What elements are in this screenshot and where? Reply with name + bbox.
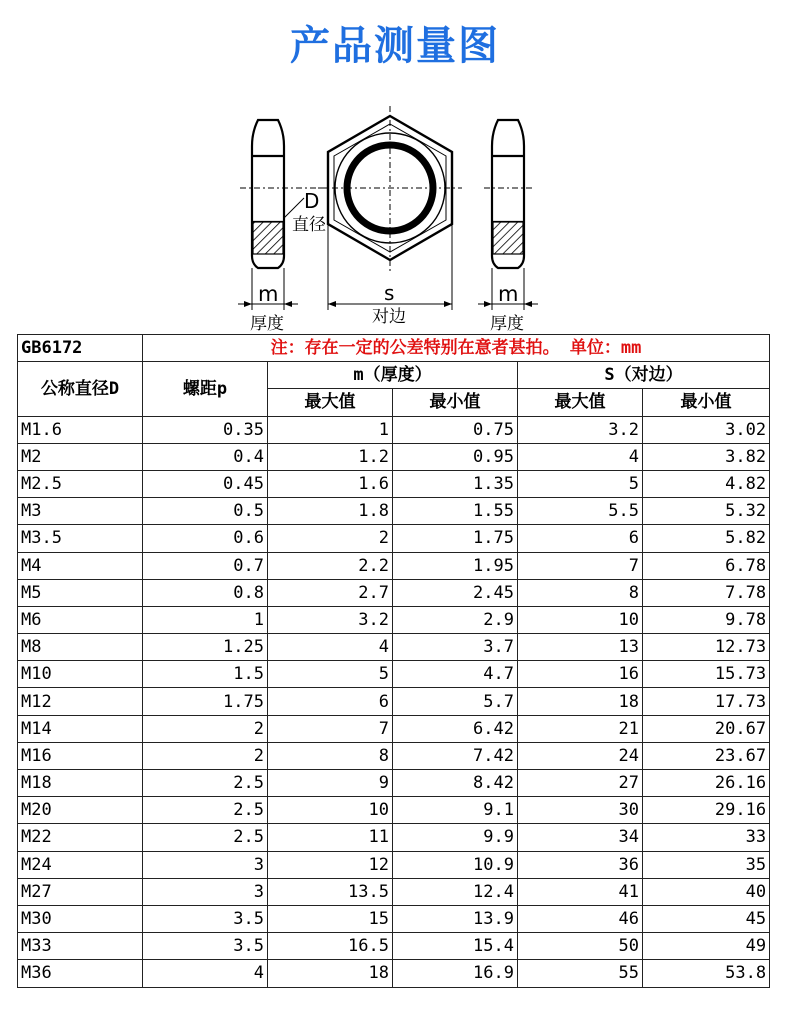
table-row — [18, 552, 770, 579]
cell-across-flats-max: 34 — [518, 824, 643, 851]
table-row — [18, 661, 770, 688]
cell-across-flats-max: 27 — [518, 770, 643, 797]
header-pitch: 螺距p — [143, 362, 268, 416]
cell-thickness-min: 16.9 — [393, 960, 518, 987]
cell-pitch: 2.5 — [143, 824, 268, 851]
cell-thickness-min: 8.42 — [393, 770, 518, 797]
table-row — [18, 498, 770, 525]
table-row — [18, 416, 770, 443]
tolerance-note: 注：存在一定的公差特别在意者甚拍。 单位：mm — [143, 335, 770, 362]
cell-pitch: 3.5 — [143, 933, 268, 960]
cell-thickness-min: 9.9 — [393, 824, 518, 851]
cell-thickness-max: 10 — [268, 797, 393, 824]
cell-thickness-min: 4.7 — [393, 661, 518, 688]
cell-across-flats-min: 33 — [643, 824, 770, 851]
cell-across-flats-max: 21 — [518, 715, 643, 742]
table-row — [18, 470, 770, 497]
cell-thickness-max: 16.5 — [268, 933, 393, 960]
header-nominal-diameter: 公称直径D — [18, 362, 143, 416]
cell-pitch: 0.6 — [143, 525, 268, 552]
cell-pitch: 0.7 — [143, 552, 268, 579]
table-row — [18, 525, 770, 552]
cell-thickness-max: 5 — [268, 661, 393, 688]
table-row — [18, 742, 770, 769]
cell-across-flats-max: 5 — [518, 470, 643, 497]
cell-nominal-diameter: M14 — [18, 715, 143, 742]
cell-thickness-min: 1.75 — [393, 525, 518, 552]
dimension-table — [17, 334, 770, 988]
cell-nominal-diameter: M18 — [18, 770, 143, 797]
table-row — [18, 715, 770, 742]
cell-nominal-diameter: M2 — [18, 443, 143, 470]
cell-pitch: 2.5 — [143, 797, 268, 824]
cell-thickness-max: 1.6 — [268, 470, 393, 497]
cell-thickness-max: 8 — [268, 742, 393, 769]
cell-across-flats-min: 3.02 — [643, 416, 770, 443]
table-row — [18, 905, 770, 932]
cell-across-flats-min: 45 — [643, 905, 770, 932]
cell-thickness-min: 5.7 — [393, 688, 518, 715]
cell-thickness-max: 13.5 — [268, 878, 393, 905]
header-m-min: 最小值 — [393, 389, 518, 416]
cell-thickness-max: 1 — [268, 416, 393, 443]
table-note-row — [18, 335, 770, 362]
thickness-label-left: m — [258, 282, 279, 306]
across-flats-caption: 对边 — [372, 307, 406, 327]
cell-across-flats-max: 7 — [518, 552, 643, 579]
thickness-caption-right: 厚度 — [490, 314, 524, 334]
cell-nominal-diameter: M8 — [18, 634, 143, 661]
cell-thickness-max: 2.2 — [268, 552, 393, 579]
cell-thickness-min: 1.95 — [393, 552, 518, 579]
cell-across-flats-max: 55 — [518, 960, 643, 987]
table-row — [18, 960, 770, 987]
cell-across-flats-max: 4 — [518, 443, 643, 470]
cell-nominal-diameter: M24 — [18, 851, 143, 878]
left-side-profile — [252, 120, 284, 268]
header-m-max: 最大值 — [268, 389, 393, 416]
cell-thickness-max: 2 — [268, 525, 393, 552]
cell-nominal-diameter: M12 — [18, 688, 143, 715]
cell-thickness-min: 1.55 — [393, 498, 518, 525]
cell-pitch: 2 — [143, 715, 268, 742]
cell-across-flats-max: 30 — [518, 797, 643, 824]
thickness-label-right: m — [498, 282, 519, 306]
table-row — [18, 797, 770, 824]
cell-thickness-min: 0.75 — [393, 416, 518, 443]
cell-nominal-diameter: M33 — [18, 933, 143, 960]
cell-across-flats-min: 12.73 — [643, 634, 770, 661]
cell-nominal-diameter: M20 — [18, 797, 143, 824]
across-flats-label: s — [384, 281, 395, 305]
page-title: 产品测量图 — [290, 23, 500, 69]
cell-pitch: 3.5 — [143, 905, 268, 932]
cell-across-flats-min: 26.16 — [643, 770, 770, 797]
table-header-row — [18, 362, 770, 389]
cell-across-flats-max: 10 — [518, 606, 643, 633]
header-s-max: 最大值 — [518, 389, 643, 416]
cell-nominal-diameter: M22 — [18, 824, 143, 851]
cell-nominal-diameter: M10 — [18, 661, 143, 688]
cell-nominal-diameter: M36 — [18, 960, 143, 987]
cell-pitch: 0.5 — [143, 498, 268, 525]
cell-across-flats-max: 16 — [518, 661, 643, 688]
cell-across-flats-min: 5.82 — [643, 525, 770, 552]
cell-thickness-min: 10.9 — [393, 851, 518, 878]
cell-pitch: 0.4 — [143, 443, 268, 470]
cell-across-flats-min: 53.8 — [643, 960, 770, 987]
cell-thickness-min: 9.1 — [393, 797, 518, 824]
cell-pitch: 3 — [143, 878, 268, 905]
cell-across-flats-min: 6.78 — [643, 552, 770, 579]
cell-pitch: 0.8 — [143, 579, 268, 606]
cell-nominal-diameter: M16 — [18, 742, 143, 769]
cell-pitch: 1.75 — [143, 688, 268, 715]
cell-thickness-max: 11 — [268, 824, 393, 851]
cell-across-flats-min: 3.82 — [643, 443, 770, 470]
cell-thickness-min: 3.7 — [393, 634, 518, 661]
cell-pitch: 0.45 — [143, 470, 268, 497]
cell-pitch: 2 — [143, 742, 268, 769]
cell-across-flats-max: 13 — [518, 634, 643, 661]
cell-pitch: 1.5 — [143, 661, 268, 688]
cell-nominal-diameter: M5 — [18, 579, 143, 606]
cell-thickness-min: 6.42 — [393, 715, 518, 742]
cell-across-flats-max: 8 — [518, 579, 643, 606]
cell-thickness-max: 18 — [268, 960, 393, 987]
cell-thickness-max: 15 — [268, 905, 393, 932]
table-row — [18, 634, 770, 661]
nut-measurement-diagram — [200, 98, 768, 334]
cell-nominal-diameter: M4 — [18, 552, 143, 579]
cell-thickness-max: 2.7 — [268, 579, 393, 606]
table-row — [18, 770, 770, 797]
cell-pitch: 3 — [143, 851, 268, 878]
cell-nominal-diameter: M6 — [18, 606, 143, 633]
cell-thickness-min: 13.9 — [393, 905, 518, 932]
cell-across-flats-min: 7.78 — [643, 579, 770, 606]
table-row — [18, 606, 770, 633]
cell-thickness-min: 2.9 — [393, 606, 518, 633]
cell-across-flats-max: 46 — [518, 905, 643, 932]
cell-across-flats-max: 36 — [518, 851, 643, 878]
cell-across-flats-min: 29.16 — [643, 797, 770, 824]
cell-across-flats-min: 17.73 — [643, 688, 770, 715]
header-across-flats-group: S（对边） — [518, 362, 770, 389]
cell-across-flats-max: 5.5 — [518, 498, 643, 525]
cell-across-flats-min: 49 — [643, 933, 770, 960]
table-row — [18, 688, 770, 715]
cell-across-flats-max: 50 — [518, 933, 643, 960]
standard-code: GB6172 — [18, 335, 143, 362]
cell-pitch: 4 — [143, 960, 268, 987]
cell-thickness-min: 2.45 — [393, 579, 518, 606]
table-row — [18, 851, 770, 878]
cell-thickness-min: 12.4 — [393, 878, 518, 905]
cell-thickness-max: 9 — [268, 770, 393, 797]
table-row — [18, 824, 770, 851]
cell-thickness-min: 0.95 — [393, 443, 518, 470]
table-row — [18, 878, 770, 905]
cell-nominal-diameter: M1.6 — [18, 416, 143, 443]
table-row — [18, 443, 770, 470]
cell-across-flats-max: 3.2 — [518, 416, 643, 443]
header-thickness-group: m（厚度） — [268, 362, 518, 389]
cell-nominal-diameter: M3.5 — [18, 525, 143, 552]
cell-nominal-diameter: M30 — [18, 905, 143, 932]
right-side-profile — [492, 120, 524, 268]
diameter-caption: 直径 — [292, 215, 326, 235]
cell-across-flats-min: 40 — [643, 878, 770, 905]
cell-nominal-diameter: M27 — [18, 878, 143, 905]
cell-across-flats-min: 23.67 — [643, 742, 770, 769]
cell-pitch: 2.5 — [143, 770, 268, 797]
cell-across-flats-min: 35 — [643, 851, 770, 878]
thickness-caption-left: 厚度 — [250, 314, 284, 334]
cell-thickness-min: 1.35 — [393, 470, 518, 497]
diameter-label: D — [304, 189, 320, 213]
cell-across-flats-max: 6 — [518, 525, 643, 552]
cell-across-flats-min: 15.73 — [643, 661, 770, 688]
cell-across-flats-min: 9.78 — [643, 606, 770, 633]
cell-pitch: 0.35 — [143, 416, 268, 443]
cell-across-flats-min: 4.82 — [643, 470, 770, 497]
cell-nominal-diameter: M2.5 — [18, 470, 143, 497]
cell-across-flats-max: 24 — [518, 742, 643, 769]
cell-pitch: 1 — [143, 606, 268, 633]
cell-across-flats-max: 18 — [518, 688, 643, 715]
cell-thickness-max: 4 — [268, 634, 393, 661]
cell-across-flats-min: 5.32 — [643, 498, 770, 525]
cell-across-flats-min: 20.67 — [643, 715, 770, 742]
cell-thickness-max: 1.2 — [268, 443, 393, 470]
cell-thickness-max: 12 — [268, 851, 393, 878]
cell-thickness-max: 7 — [268, 715, 393, 742]
cell-thickness-min: 7.42 — [393, 742, 518, 769]
cell-thickness-max: 1.8 — [268, 498, 393, 525]
cell-thickness-max: 6 — [268, 688, 393, 715]
header-s-min: 最小值 — [643, 389, 770, 416]
table-row — [18, 579, 770, 606]
table-row — [18, 933, 770, 960]
cell-across-flats-max: 41 — [518, 878, 643, 905]
cell-thickness-min: 15.4 — [393, 933, 518, 960]
cell-pitch: 1.25 — [143, 634, 268, 661]
cell-nominal-diameter: M3 — [18, 498, 143, 525]
cell-thickness-max: 3.2 — [268, 606, 393, 633]
